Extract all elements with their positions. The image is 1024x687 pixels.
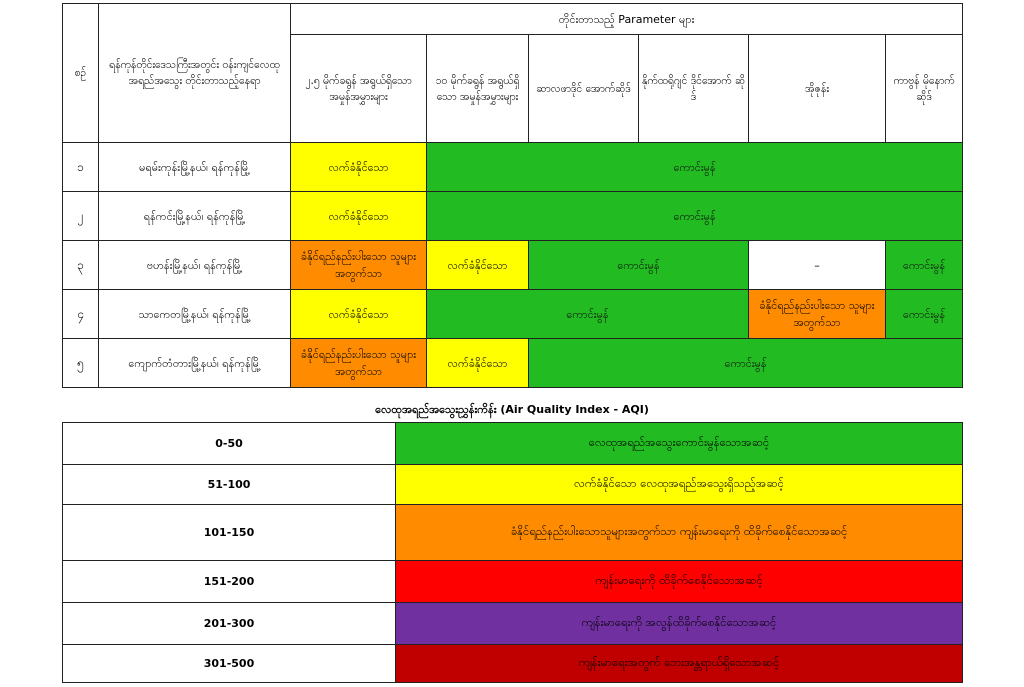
aqi-range: 301-500 <box>63 645 396 683</box>
station-air-quality-table <box>62 3 963 388</box>
row-no: ၂ <box>63 192 99 241</box>
status-cell: လက်ခံနိုင်သော <box>291 143 427 192</box>
status-cell: ကောင်းမွန် <box>886 241 963 290</box>
header-no2: နိုက်ထရိုဂျင် ဒိုင်အောက် ဆိုဒ် <box>639 35 749 143</box>
table-row <box>63 192 963 241</box>
status-cell: ခံနိုင်ရည်နည်းပါးသော သူများအတွက်သာ <box>291 339 427 388</box>
header-pm25: ၂.၅ မိုက်ခရွန် အရွယ်ရှိသော အမှုန်အမွှားများ <box>291 35 427 143</box>
row-location: မရမ်းကုန်းမြို့နယ်၊ ရန်ကုန်မြို့ <box>99 143 291 192</box>
header-no: စဉ် <box>63 4 99 143</box>
status-cell: လက်ခံနိုင်သော <box>427 339 529 388</box>
aqi-description: ခံနိုင်ရည်နည်းပါးသောသူများအတွက်သာ ကျန်းမာရေးကို ထိခိုက်စေနိုင်သောအဆင့် <box>396 505 963 561</box>
aqi-row <box>63 423 963 465</box>
row-no: ၅ <box>63 339 99 388</box>
status-cell: ခံနိုင်ရည်နည်းပါးသော သူများအတွက်သာ <box>291 241 427 290</box>
aqi-range: 101-150 <box>63 505 396 561</box>
status-cell: ခံနိုင်ရည်နည်းပါးသော သူများအတွက်သာ <box>749 290 886 339</box>
header-ozone: အိုဇုန်း <box>749 35 886 143</box>
row-no: ၃ <box>63 241 99 290</box>
aqi-description: ကျန်းမာရေးကို အလွန်ထိခိုက်စေနိုင်သောအဆင့် <box>396 603 963 645</box>
aqi-range: 151-200 <box>63 561 396 603</box>
status-cell: လက်ခံနိုင်သော <box>427 241 529 290</box>
header-co: ကာဗွန် မိုနောက် ဆိုဒ် <box>886 35 963 143</box>
status-cell: ကောင်းမွန် <box>427 290 749 339</box>
aqi-row <box>63 505 963 561</box>
header-location: ရန်ကုန်တိုင်းဒေသကြီးအတွင်း ဝန်းကျင်လေထု အရည်အသွေး တိုင်းတာသည့်နေရာ <box>99 4 291 143</box>
aqi-row <box>63 465 963 505</box>
status-cell: လက်ခံနိုင်သော <box>291 290 427 339</box>
aqi-range: 201-300 <box>63 603 396 645</box>
row-no: ၁ <box>63 143 99 192</box>
status-cell: ကောင်းမွန် <box>427 143 963 192</box>
aqi-row <box>63 561 963 603</box>
status-cell: ကောင်းမွန် <box>529 241 749 290</box>
header-pm10: ၁၀ မိုက်ခရွန် အရွယ်ရှိသော အမှုန်အမွှားများ <box>427 35 529 143</box>
status-cell: ကောင်းမွန် <box>529 339 963 388</box>
header-so2: ဆာလဖာဒိုင် အောက်ဆိုဒ် <box>529 35 639 143</box>
aqi-range: 0-50 <box>63 423 396 465</box>
status-cell: ကောင်းမွန် <box>886 290 963 339</box>
aqi-description: ကျန်းမာရေးအတွက် ဘေးအန္တရာယ်ရှိသောအဆင့် <box>396 645 963 683</box>
aqi-row <box>63 645 963 683</box>
aqi-description: လက်ခံနိုင်သော လေထုအရည်အသွေးရှိသည့်အဆင့် <box>396 465 963 505</box>
row-no: ၄ <box>63 290 99 339</box>
table-row <box>63 143 963 192</box>
header-parameters-group: တိုင်းတာသည့် Parameter များ <box>291 4 963 35</box>
aqi-description: ကျန်းမာရေးကို ထိခိုက်စေနိုင်သောအဆင့် <box>396 561 963 603</box>
table-row <box>63 241 963 290</box>
row-location: ကျောက်တံတားမြို့နယ်၊ ရန်ကုန်မြို့ <box>99 339 291 388</box>
row-location: သာကေတမြို့နယ်၊ ရန်ကုန်မြို့ <box>99 290 291 339</box>
aqi-row <box>63 603 963 645</box>
table-row <box>63 290 963 339</box>
row-location: ရန်ကင်းမြို့နယ်၊ ရန်ကုန်မြို့ <box>99 192 291 241</box>
table-row <box>63 339 963 388</box>
status-cell: လက်ခံနိုင်သော <box>291 192 427 241</box>
row-location: ဗဟန်းမြို့နယ်၊ ရန်ကုန်မြို့ <box>99 241 291 290</box>
aqi-description: လေထုအရည်အသွေးကောင်းမွန်သောအဆင့် <box>396 423 963 465</box>
aqi-table-title: လေထုအရည်အသွေးညွှန်းကိန်း (Air Quality Index - AQI) <box>375 403 649 416</box>
aqi-range: 51-100 <box>63 465 396 505</box>
status-cell: ကောင်းမွန် <box>427 192 963 241</box>
aqi-legend-table <box>62 422 963 683</box>
status-cell: – <box>749 241 886 290</box>
